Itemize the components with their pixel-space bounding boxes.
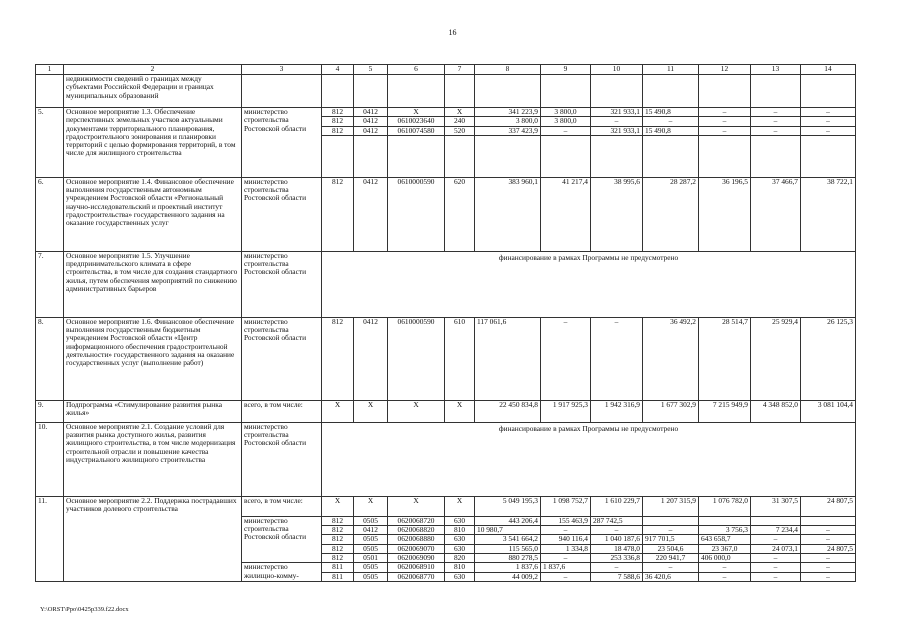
measure-name: Основное мероприятие 1.4. Финансовое обеспечение выполнения государственным автономным учреждением Ростовской области «Региональный научно-исследовательский и проектный институт градостроительства» государственного задания на оказание государственных услуг xyxy=(64,177,242,251)
table-row: 11. Основное мероприятие 2.2. Поддержка пострадавших участников долевого строительства всего, в том числе: X X X X 5 049 195,3 1 098 752,7 1 610 229,7 1 207 315,9 1 076 782,0 31 307,5 24 807,5 xyxy=(36,496,856,516)
row-number: 5. xyxy=(36,108,64,178)
table-row xyxy=(36,75,856,108)
column-number-row xyxy=(36,65,856,75)
row-number: 9. xyxy=(36,400,64,422)
measure-name: Основное мероприятие 1.3. Обеспечение перспективных земельных участков актуальными документами территориального планирования, градостроительного зонирования и планировки территорий с целью формирования территорий, в том числе для жилищного строительства xyxy=(64,108,242,178)
col-header: 14 xyxy=(801,65,856,75)
row-number: 10. xyxy=(36,422,64,496)
table-row: 8. Основное мероприятие 1.6. Финансовое обеспечение выполнения государственным бюджетным учреждением Ростовской области «Центр информационного обеспечения градостроительной деятельности» государственного задания на оказание государственных услуг (выполнение работ) министерство строительства Ростовской области 812 0412 0610000590 610 117 061,6 – – 36 492,2 28 514,7 25 929,4 26 125,3 xyxy=(36,317,856,400)
table-row: 812 0501 0620069090 820 880 278,5 – 253 336,8 220 941,7 406 000,0 – – xyxy=(36,554,856,563)
table-row: 812 0505 0620068880 630 3 541 664,2 940 116,4 1 040 187,6 917 701,5 643 658,7 – – xyxy=(36,535,856,544)
executor: всего, в том числе: xyxy=(242,496,322,516)
budget-table xyxy=(35,64,856,582)
measure-name: Основное мероприятие 2.1. Создание условий для развития рынка доступного жилья, развития жилищного строительства, в том числе модернизация строительной отрасли и повышение качества индустриального жилищного строительства xyxy=(64,422,242,496)
funding-note: финансирование в рамках Программы не предусмотрено xyxy=(322,251,856,317)
row-number: 6. xyxy=(36,177,64,251)
table-row: 6. Основное мероприятие 1.4. Финансовое обеспечение выполнения государственным автономным учреждением Ростовской области «Региональный научно-исследовательский и проектный институт градостроительства» государственного задания на оказание государственных услуг министерство строительства Ростовской области 812 0412 0610000590 620 383 960,1 41 217,4 38 995,6 28 287,2 36 196,5 37 466,7 38 722,1 xyxy=(36,177,856,251)
col-header: 11 xyxy=(643,65,699,75)
col-header: 5 xyxy=(354,65,388,75)
table-row xyxy=(36,251,856,317)
table-row xyxy=(36,422,856,496)
executor: всего, в том числе: xyxy=(242,400,322,422)
table-row: 812 0412 0620068820 810 10 980,7 – – – 3 756,3 7 234,4 – xyxy=(36,526,856,535)
table-row: 9. Подпрограмма «Стимулирование развития рынка жилья» всего, в том числе: X X X X 22 450 834,8 1 917 925,3 1 942 316,9 1 677 302,9 7 215 949,9 4 348 852,0 3 081 104,4 xyxy=(36,400,856,422)
executor: министерство строительства Ростовской области xyxy=(242,251,322,317)
table-row: министерство строительства Ростовской области 812 0505 0620068720 630 443 206,4 155 463,9 287 742,5 xyxy=(36,516,856,525)
table-row: 812 0505 0620069070 630 115 565,0 1 334,8 18 478,0 23 504,6 23 367,0 24 073,1 24 807,5 xyxy=(36,544,856,553)
page-number: 16 xyxy=(448,28,457,37)
executor: министерство строительства Ростовской области xyxy=(242,317,322,400)
executor: министерство строительства Ростовской области xyxy=(242,422,322,496)
col-header: 10 xyxy=(591,65,643,75)
col-header: 6 xyxy=(388,65,445,75)
table-row: 812 0412 0610023640 240 3 800,0 3 800,0 – – – – – xyxy=(36,117,856,126)
table-row: министерство жилищно-комму- 811 0505 0620068910 810 1 837,6 1 837,6 – – – – – xyxy=(36,563,856,572)
table-row: 812 0412 0610074580 520 337 423,9 – 321 933,1 15 490,8 – – – xyxy=(36,126,856,135)
col-header: 8 xyxy=(475,65,541,75)
col-header: 1 xyxy=(36,65,64,75)
executor: министерство жилищно-комму- xyxy=(242,563,322,582)
measure-name: Основное мероприятие 1.5. Улучшение предпринимательского климата в сфере строительства, в том числе для создания стандартного жилья, путем обеспечения мероприятий по снижению административных барьеров xyxy=(64,251,242,317)
funding-note: финансирование в рамках Программы не предусмотрено xyxy=(322,422,856,496)
table-row: 5. Основное мероприятие 1.3. Обеспечение перспективных земельных участков актуальными документами территориального планирования, градостроительного зонирования и планировки территорий с целью формирования территорий, в том числе для жилищного строительства министерство строительства Ростовской области 812 0412 X X 341 223,9 3 800,0 321 933,1 15 490,8 – – – xyxy=(36,108,856,117)
measure-name: Подпрограмма «Стимулирование развития рынка жилья» xyxy=(64,400,242,422)
col-header: 3 xyxy=(242,65,322,75)
file-path-footer: Y:\ORST\Ppo\0425p339.f22.docx xyxy=(40,606,129,613)
executor: министерство строительства Ростовской области xyxy=(242,516,322,562)
measure-name: недвижимости сведений о границах между субъектами Российской Федерации и границах муниципальных образований xyxy=(64,75,242,108)
col-header: 13 xyxy=(751,65,801,75)
measure-name: Основное мероприятие 2.2. Поддержка пострадавших участников долевого строительства xyxy=(64,496,242,581)
executor: министерство строительства Ростовской области xyxy=(242,108,322,178)
row-number: 11. xyxy=(36,496,64,581)
table-row: 811 0505 0620068770 630 44 009,2 – 7 588,6 36 420,6 – – – xyxy=(36,572,856,581)
row-number: 8. xyxy=(36,317,64,400)
col-header: 7 xyxy=(445,65,475,75)
col-header: 9 xyxy=(541,65,591,75)
col-header: 12 xyxy=(699,65,751,75)
measure-name: Основное мероприятие 1.6. Финансовое обеспечение выполнения государственным бюджетным учреждением Ростовской области «Центр информационного обеспечения градостроительной деятельности» государственного задания на оказание государственных услуг (выполнение работ) xyxy=(64,317,242,400)
col-header: 2 xyxy=(64,65,242,75)
col-header: 4 xyxy=(322,65,354,75)
executor: министерство строительства Ростовской области xyxy=(242,177,322,251)
row-number: 7. xyxy=(36,251,64,317)
